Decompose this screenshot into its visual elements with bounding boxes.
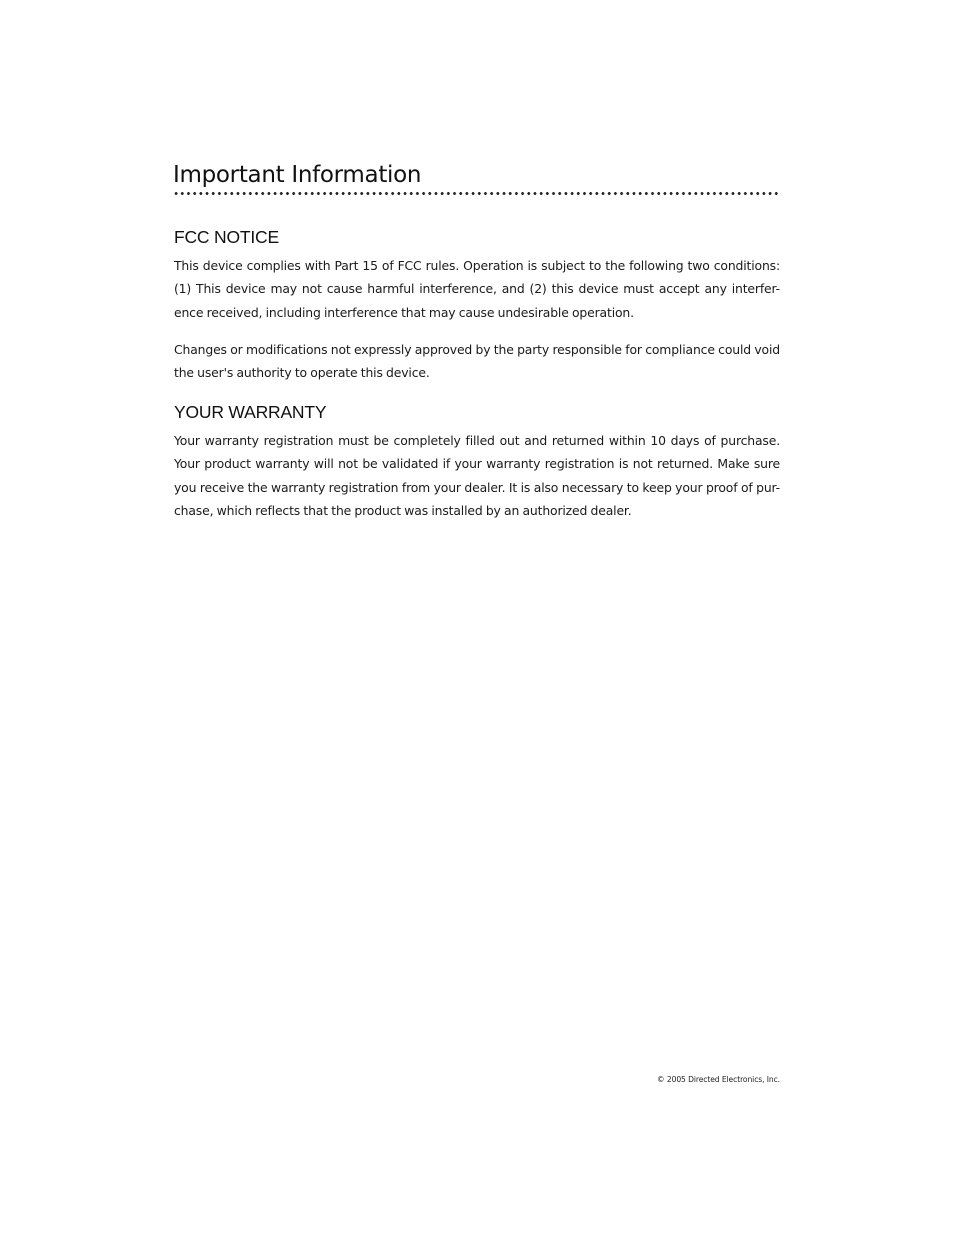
fcc-paragraph-1: [174, 254, 780, 324]
paragraph-line: Your product warranty will not be validated if your warranty registration is not returned. Make sure: [174, 456, 780, 472]
paragraph-line: chase, which reflects that the product was installed by an authorized dealer.: [174, 503, 632, 519]
section-heading-fcc-notice: FCC NOTICE: [174, 227, 279, 247]
section-heading-your-warranty: YOUR WARRANTY: [174, 402, 327, 422]
paragraph-line: Changes or modifications not expressly approved by the party responsible for compliance could void: [174, 342, 780, 357]
paragraph-line: ence received, including interference that may cause undesirable operation.: [174, 304, 634, 320]
paragraph-line: the user's authority to operate this device.: [174, 365, 430, 381]
fcc-paragraph-2: [174, 338, 780, 385]
paragraph-line: you receive the warranty registration from your dealer. It is also necessary to keep your proof of pur-: [174, 479, 780, 495]
page-title: Important Information: [173, 162, 422, 188]
footer-copyright: © 2005 Directed Electronics, Inc.: [657, 1075, 780, 1084]
warranty-paragraph: [174, 429, 780, 523]
paragraph-line: (1) This device may not cause harmful interference, and (2) this device must accept any interfer-: [174, 281, 780, 297]
dotted-title-rule: [173, 191, 781, 196]
paragraph-line: This device complies with Part 15 of FCC rules. Operation is subject to the following two conditions:: [174, 258, 780, 273]
paragraph-line: Your warranty registration must be completely filled out and returned within 10 days of purchase.: [174, 433, 780, 448]
